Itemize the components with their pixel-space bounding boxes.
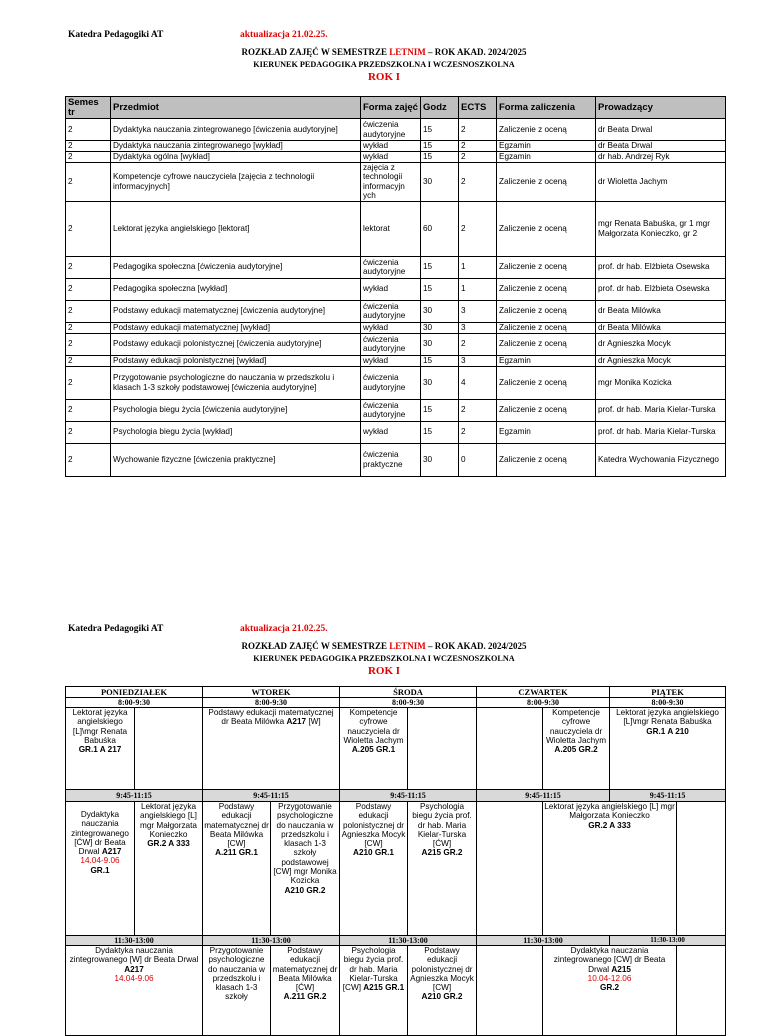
weekly-schedule xyxy=(65,686,726,1036)
form-cell: wykład xyxy=(361,421,421,443)
class-row-3 xyxy=(66,946,726,1036)
class-group: GR.1 xyxy=(90,865,110,875)
form-cell: wykład xyxy=(361,322,421,333)
col-header-credit: Forma zaliczenia xyxy=(497,97,596,119)
class-cell xyxy=(340,708,408,790)
department-name: Katedra Pedagogiki AT xyxy=(68,30,164,40)
class-room: A.211 GR.1 xyxy=(215,848,258,858)
class-cell xyxy=(66,708,135,790)
major-name: KIERUNEK PEDAGOGIKA PRZEDSZKOLNA I WCZESNOSZKOLNA xyxy=(253,60,515,69)
class-desc: Podstawy edukacji polonistycznej dr Agnieszka Mocyk [CW] xyxy=(341,802,406,849)
semester-cell: 2 xyxy=(66,119,111,141)
semester-cell: 2 xyxy=(66,300,111,322)
class-desc: Dydaktyka nauczania zintegrowanego [W] dr Beata Drwal xyxy=(69,946,199,965)
teacher-cell: mgr Monika Kozicka xyxy=(596,366,726,399)
class-room: A215 xyxy=(611,964,631,974)
credit-cell: Zaliczenie z oceną xyxy=(497,333,596,355)
col-header-ects: ECTS xyxy=(459,97,497,119)
class-cell xyxy=(408,946,477,1036)
course-row xyxy=(66,355,726,366)
class-cell xyxy=(543,802,677,936)
class-desc: Podstawy edukacji matematycznej dr Beata Milówka xyxy=(208,708,334,727)
course-row xyxy=(66,141,726,152)
semester-cell: 2 xyxy=(66,256,111,278)
class-dates: 14.04-9.06 xyxy=(114,973,154,983)
time-slot: 11:30-13:00 xyxy=(340,936,477,946)
ects-cell: 2 xyxy=(459,201,497,256)
class-desc: Lektorat języka angielskiego [L]\mgr Renata Babuśka xyxy=(72,708,128,745)
form-cell: ćwiczenia audytoryjne xyxy=(361,256,421,278)
subject-cell: Kompetencje cyfrowe nauczyciela [zajęcia z technologii informacyjnych] xyxy=(111,163,361,202)
ects-cell: 3 xyxy=(459,300,497,322)
form-cell: zajęcia z technologii informacyjn ych xyxy=(361,163,421,202)
subject-cell: Pedagogika społeczna [ćwiczenia audytoryjne] xyxy=(111,256,361,278)
hours-cell: 60 xyxy=(421,201,459,256)
class-room: A217 xyxy=(101,847,122,857)
class-cell xyxy=(203,946,271,1036)
days-row xyxy=(66,687,726,698)
subject-cell: Wychowanie fizyczne [ćwiczenia praktyczne] xyxy=(111,443,361,476)
subject-cell: Podstawy edukacji polonistycznej [wykład] xyxy=(111,355,361,366)
course-row xyxy=(66,256,726,278)
time-slot: 11:30-13:00 xyxy=(203,936,340,946)
semester-cell: 2 xyxy=(66,278,111,300)
class-dates: 10.04-12.06 xyxy=(587,973,632,983)
ects-cell: 2 xyxy=(459,421,497,443)
hours-cell: 30 xyxy=(421,300,459,322)
credit-cell: Egzamin xyxy=(497,355,596,366)
semester-cell: 2 xyxy=(66,201,111,256)
empty-cell xyxy=(408,708,477,790)
class-desc: Podstawy edukacji matematycznej dr Beata Milówka [ĆW] xyxy=(272,946,338,993)
class-room: A210 GR.2 xyxy=(284,885,326,895)
teacher-cell: prof. dr hab. Maria Kielar-Turska xyxy=(596,421,726,443)
semester-cell: 2 xyxy=(66,152,111,163)
form-cell: lektorat xyxy=(361,201,421,256)
time-row-2 xyxy=(66,790,726,802)
time-slot: 11:30-13:00 xyxy=(477,936,610,946)
class-desc: Lektorat języka angielskiego [L]\mgr Renata Babuśka xyxy=(616,708,719,727)
time-slot: 9:45-11:15 xyxy=(66,790,203,802)
hours-cell: 15 xyxy=(421,421,459,443)
form-cell: ćwiczenia audytoryjne xyxy=(361,333,421,355)
credit-cell: Zaliczenie z oceną xyxy=(497,366,596,399)
teacher-cell: prof. dr hab. Maria Kielar-Turska xyxy=(596,399,726,421)
empty-cell xyxy=(477,708,543,790)
class-room: A217 xyxy=(286,717,307,727)
major-name-2: KIERUNEK PEDAGOGIKA PRZEDSZKOLNA I WCZESNOSZKOLNA xyxy=(253,654,515,663)
class-room: A.205 GR.1 xyxy=(351,745,396,755)
day-monday: PONIEDZIAŁEK xyxy=(66,687,203,698)
teacher-cell: dr Beata Milówka xyxy=(596,322,726,333)
semester-cell: 2 xyxy=(66,163,111,202)
teacher-cell: dr Agnieszka Mocyk xyxy=(596,355,726,366)
course-row xyxy=(66,333,726,355)
class-room: GR.1 A 210 xyxy=(646,726,689,736)
time-slot: 8:00-9:30 xyxy=(610,698,726,708)
time-slot: 9:45-11:15 xyxy=(340,790,477,802)
schedule-title: ROZKŁAD ZAJĘĆ W SEMESTRZE LETNIM – ROK AKAD. 2024/2025 xyxy=(241,47,527,57)
credit-cell: Zaliczenie z oceną xyxy=(497,399,596,421)
semester-cell: 2 xyxy=(66,443,111,476)
hours-cell: 15 xyxy=(421,355,459,366)
class-room: A.211 GR.2 xyxy=(283,992,327,1002)
empty-cell xyxy=(135,708,203,790)
class-cell xyxy=(610,708,726,790)
class-room: GR.2 A 333 xyxy=(588,820,631,830)
class-desc: Przygotowanie psychologiczne do nauczania w przedszkolu i klasach 1-3 szkoły podstawowej [CW] mgr Monika Kozicka xyxy=(273,802,337,886)
class-desc: Lektorat języka angielskiego [L] mgr Małgorzata Konieczko xyxy=(140,802,197,839)
class-cell xyxy=(135,802,203,936)
class-cell xyxy=(271,946,340,1036)
col-header-teacher: Prowadzący xyxy=(596,97,726,119)
empty-cell xyxy=(677,946,726,1036)
ects-cell: 3 xyxy=(459,355,497,366)
class-desc: Kompetencje cyfrowe nauczyciela dr Wioletta Jachym xyxy=(546,708,607,745)
class-room: A.205 GR.2 xyxy=(554,745,598,755)
class-cell xyxy=(340,802,408,936)
ects-cell: 3 xyxy=(459,322,497,333)
class-cell xyxy=(543,946,677,1036)
form-cell: wykład xyxy=(361,355,421,366)
courses-table xyxy=(65,96,726,477)
courses-body xyxy=(66,119,726,477)
teacher-cell: prof. dr hab. Elżbieta Osewska xyxy=(596,278,726,300)
ects-cell: 2 xyxy=(459,119,497,141)
hours-cell: 15 xyxy=(421,141,459,152)
class-row-1 xyxy=(66,708,726,790)
col-header-subject: Przedmiot xyxy=(111,97,361,119)
hours-cell: 30 xyxy=(421,443,459,476)
subject-cell: Dydaktyka ogólna [wykład] xyxy=(111,152,361,163)
credit-cell: Egzamin xyxy=(497,152,596,163)
day-friday: PIĄTEK xyxy=(610,687,726,698)
col-header-form: Forma zajęć xyxy=(361,97,421,119)
credit-cell: Zaliczenie z oceną xyxy=(497,256,596,278)
ects-cell: 0 xyxy=(459,443,497,476)
time-row-1 xyxy=(66,698,726,708)
time-slot: 11:30-13:00 xyxy=(66,936,203,946)
semester-cell: 2 xyxy=(66,141,111,152)
teacher-cell: Katedra Wychowania Fizycznego xyxy=(596,443,726,476)
teacher-cell: dr Beata Milówka xyxy=(596,300,726,322)
teacher-cell: dr Beata Drwal xyxy=(596,119,726,141)
semester-cell: 2 xyxy=(66,399,111,421)
schedule-title-2: ROZKŁAD ZAJĘĆ W SEMESTRZE LETNIM – ROK AKAD. 2024/2025 xyxy=(241,641,527,651)
class-form: [W] xyxy=(306,717,321,727)
class-cell xyxy=(66,802,135,936)
teacher-cell: mgr Renata Babuśka, gr 1 mgr Małgorzata Konieczko, gr 2 xyxy=(596,201,726,256)
course-row xyxy=(66,421,726,443)
teacher-cell: dr Beata Drwal xyxy=(596,141,726,152)
hours-cell: 15 xyxy=(421,256,459,278)
ects-cell: 2 xyxy=(459,399,497,421)
time-slot: 8:00-9:30 xyxy=(477,698,610,708)
teacher-cell: dr Wioletta Jachym xyxy=(596,163,726,202)
ects-cell: 1 xyxy=(459,278,497,300)
class-desc: Przygotowanie psychologiczne do nauczania w przedszkolu i klasach 1-3 szkoły xyxy=(208,946,265,1002)
hours-cell: 15 xyxy=(421,152,459,163)
ects-cell: 1 xyxy=(459,256,497,278)
class-dates: 14.04-9.06 xyxy=(80,856,120,866)
semester-cell: 2 xyxy=(66,355,111,366)
empty-cell xyxy=(477,802,543,936)
class-room: A215 GR.1 xyxy=(363,983,405,993)
class-desc: Psychologia biegu życia prof. dr hab. Maria Kielar-Turska [ĆW] xyxy=(412,802,472,849)
subject-cell: Podstawy edukacji matematycznej [ćwiczenia audytoryjne] xyxy=(111,300,361,322)
empty-cell xyxy=(677,802,726,936)
class-desc: Lektorat języka angielskiego [L] mgr Małgorzata Konieczko xyxy=(544,802,675,821)
class-desc: Psychologia biegu życia prof. dr hab. Maria Kielar-Turska [CW] xyxy=(342,946,404,993)
col-header-semester: Semes tr xyxy=(66,97,111,119)
time-slot: 8:00-9:30 xyxy=(203,698,340,708)
teacher-cell: prof. dr hab. Elżbieta Osewska xyxy=(596,256,726,278)
ects-cell: 2 xyxy=(459,141,497,152)
class-cell xyxy=(408,802,477,936)
credit-cell: Zaliczenie z oceną xyxy=(497,322,596,333)
department-name-2: Katedra Pedagogiki AT xyxy=(68,624,164,634)
course-row xyxy=(66,163,726,202)
hours-cell: 30 xyxy=(421,322,459,333)
class-room: GR.2 A 333 xyxy=(147,839,190,849)
hours-cell: 30 xyxy=(421,163,459,202)
teacher-cell: dr hab. Andrzej Ryk xyxy=(596,152,726,163)
teacher-cell: dr Agnieszka Mocyk xyxy=(596,333,726,355)
time-slot: 9:45-11:15 xyxy=(203,790,340,802)
form-cell: ćwiczenia audytoryjne xyxy=(361,119,421,141)
class-room: A210 GR.1 xyxy=(353,848,394,858)
class-cell xyxy=(271,802,340,936)
class-desc: Kompetencje cyfrowe nauczyciela dr Wioletta Jachym xyxy=(343,708,404,745)
class-desc: Dydaktyka nauczania zintegrowanego [ĆW] dr Beata Drwal xyxy=(71,810,129,857)
credit-cell: Zaliczenie z oceną xyxy=(497,201,596,256)
form-cell: wykład xyxy=(361,152,421,163)
subject-cell: Dydaktyka nauczania zintegrowanego [ćwiczenia audytoryjne] xyxy=(111,119,361,141)
credit-cell: Zaliczenie z oceną xyxy=(497,119,596,141)
hours-cell: 30 xyxy=(421,366,459,399)
semester-cell: 2 xyxy=(66,421,111,443)
subject-cell: Przygotowanie psychologiczne do nauczania w przedszkolu i klasach 1-3 szkoły podstawowej [ćwiczenia audytoryjne] xyxy=(111,366,361,399)
time-row-3 xyxy=(66,936,726,946)
col-header-hours: Godz xyxy=(421,97,459,119)
class-cell xyxy=(66,946,203,1036)
credit-cell: Zaliczenie z oceną xyxy=(497,278,596,300)
ects-cell: 2 xyxy=(459,152,497,163)
year-label-2: ROK I xyxy=(367,665,401,677)
class-desc: Podstawy edukacji matematycznej dr Beata Milówka [CW] xyxy=(204,802,269,849)
class-room: A217 xyxy=(124,964,144,974)
class-cell xyxy=(203,802,271,936)
form-cell: ćwiczenia audytoryjne xyxy=(361,366,421,399)
ects-cell: 2 xyxy=(459,333,497,355)
course-row xyxy=(66,119,726,141)
class-room: GR.1 A 217 xyxy=(78,745,122,755)
empty-cell xyxy=(477,946,543,1036)
credit-cell: Egzamin xyxy=(497,141,596,152)
subject-cell: Dydaktyka nauczania zintegrowanego [wykład] xyxy=(111,141,361,152)
course-row xyxy=(66,322,726,333)
time-slot: 9:45-11:15 xyxy=(477,790,610,802)
day-thursday: CZWARTEK xyxy=(477,687,610,698)
ects-cell: 2 xyxy=(459,163,497,202)
subject-cell: Podstawy edukacji matematycznej [wykład] xyxy=(111,322,361,333)
time-slot: 11:30-13:00 xyxy=(610,936,726,946)
time-slot: 9:45-11:15 xyxy=(610,790,726,802)
semester-cell: 2 xyxy=(66,366,111,399)
class-cell xyxy=(543,708,610,790)
class-room: A215 GR.2 xyxy=(421,848,463,858)
course-row xyxy=(66,366,726,399)
credit-cell: Zaliczenie z oceną xyxy=(497,443,596,476)
form-cell: ćwiczenia audytoryjne xyxy=(361,399,421,421)
subject-cell: Lektorat języka angielskiego [lektorat] xyxy=(111,201,361,256)
courses-header-row xyxy=(66,97,726,119)
update-date-2: aktualizacja 21.02.25. xyxy=(240,624,328,634)
day-tuesday: WTOREK xyxy=(203,687,340,698)
credit-cell: Zaliczenie z oceną xyxy=(497,163,596,202)
time-slot: 8:00-9:30 xyxy=(66,698,203,708)
semester-cell: 2 xyxy=(66,322,111,333)
semester-cell: 2 xyxy=(66,333,111,355)
ects-cell: 4 xyxy=(459,366,497,399)
class-cell xyxy=(340,946,408,1036)
course-row xyxy=(66,278,726,300)
course-row xyxy=(66,300,726,322)
class-cell xyxy=(203,708,340,790)
class-desc: Dydaktyka nauczania zintegrowanego [CW] dr Beata Drwal xyxy=(553,946,666,974)
hours-cell: 15 xyxy=(421,278,459,300)
form-cell: ćwiczenia praktyczne xyxy=(361,443,421,476)
subject-cell: Pedagogika społeczna [wykład] xyxy=(111,278,361,300)
hours-cell: 15 xyxy=(421,399,459,421)
class-room: A210 GR.2 xyxy=(421,992,463,1002)
form-cell: ćwiczenia audytoryjne xyxy=(361,300,421,322)
time-slot: 8:00-9:30 xyxy=(340,698,477,708)
credit-cell: Egzamin xyxy=(497,421,596,443)
form-cell: wykład xyxy=(361,141,421,152)
course-row xyxy=(66,443,726,476)
update-date: aktualizacja 21.02.25. xyxy=(240,30,328,40)
hours-cell: 30 xyxy=(421,333,459,355)
course-row xyxy=(66,399,726,421)
hours-cell: 15 xyxy=(421,119,459,141)
form-cell: wykład xyxy=(361,278,421,300)
class-desc: Podstawy edukacji polonistycznej dr Agnieszka Mocyk [CW] xyxy=(410,946,474,993)
course-row xyxy=(66,201,726,256)
course-row xyxy=(66,152,726,163)
class-row-2 xyxy=(66,802,726,936)
credit-cell: Zaliczenie z oceną xyxy=(497,300,596,322)
class-group: GR.2 xyxy=(599,983,620,993)
subject-cell: Psychologia biegu życia [ćwiczenia audytoryjne] xyxy=(111,399,361,421)
year-label: ROK I xyxy=(367,71,401,83)
day-wednesday: ŚRODA xyxy=(340,687,477,698)
subject-cell: Podstawy edukacji polonistycznej [ćwiczenia audytoryjne] xyxy=(111,333,361,355)
subject-cell: Psychologia biegu życia [wykład] xyxy=(111,421,361,443)
